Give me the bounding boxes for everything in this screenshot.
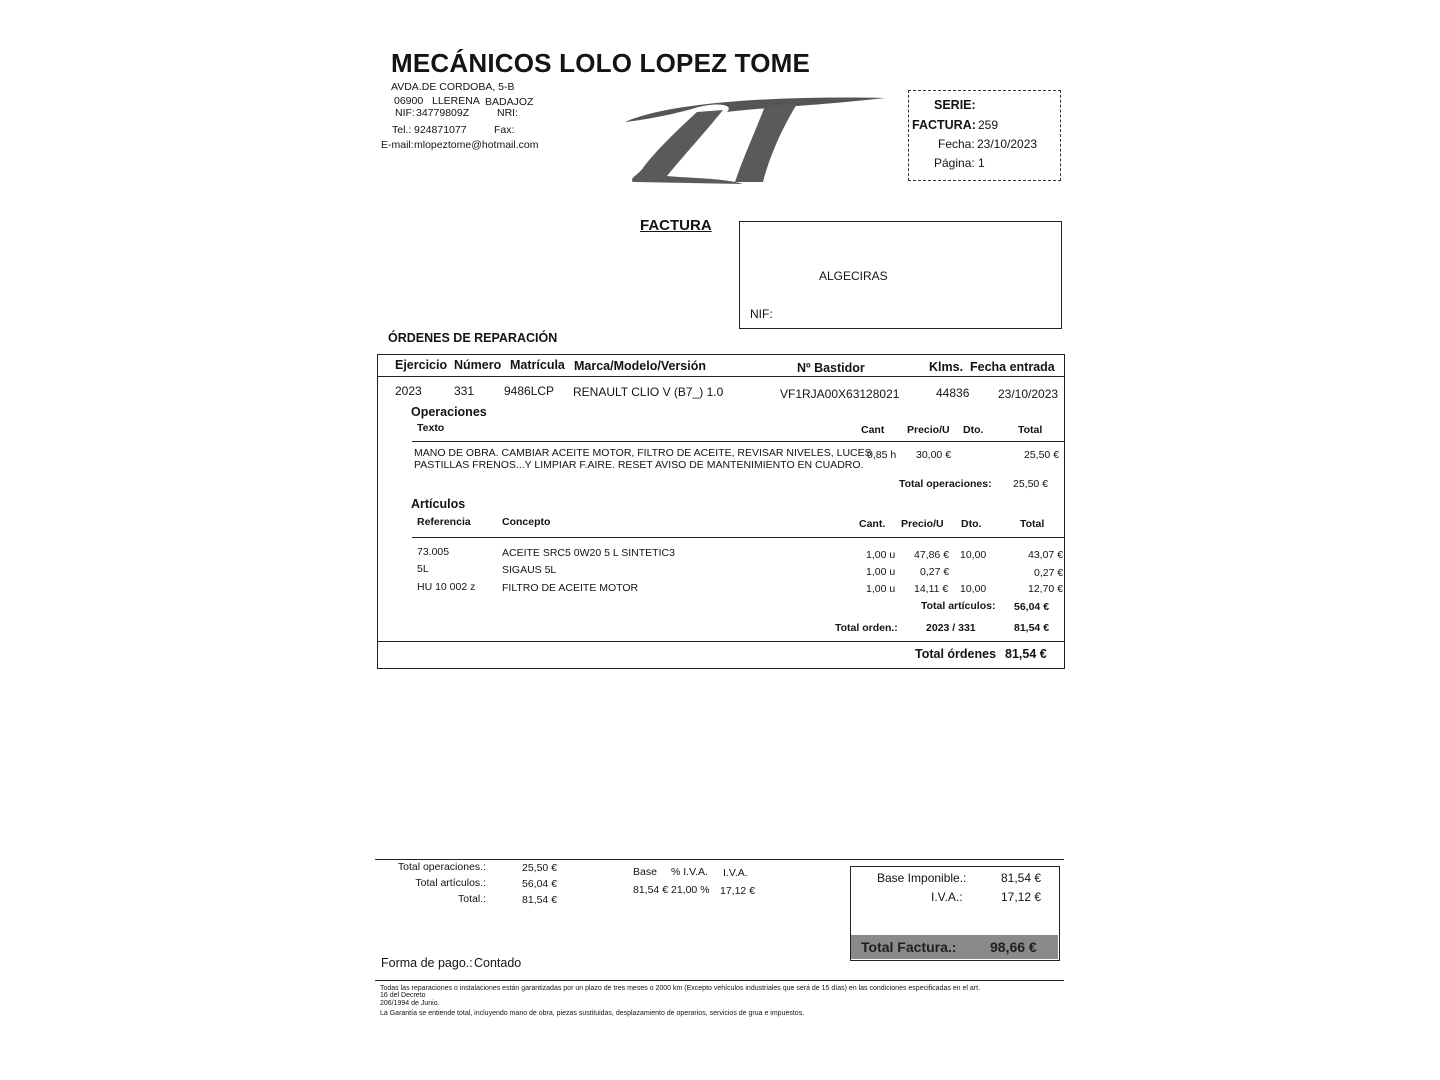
- order-fecha: 23/10/2023: [998, 387, 1059, 401]
- company-nif-label: NIF:: [395, 107, 415, 119]
- art-row-ref: 5L: [417, 563, 429, 575]
- op-total-label: Total operaciones:: [899, 478, 992, 490]
- iva-value: 17,12 €: [1001, 890, 1042, 904]
- op-col-texto: Texto: [417, 422, 445, 434]
- op-total-value: 25,50 €: [1013, 478, 1049, 490]
- client-nif-label: NIF:: [750, 307, 773, 321]
- client-box: [739, 221, 1062, 329]
- art-row-concepto: SIGAUS 5L: [502, 564, 557, 576]
- sum-base: 81,54 €: [633, 884, 669, 896]
- op-col-cant: Cant: [861, 424, 885, 436]
- company-city: LLERENA: [432, 95, 480, 107]
- art-row-cant: 1,00 u: [866, 549, 896, 561]
- sum-total-value: 81,54 €: [522, 894, 558, 906]
- art-row-precio: 14,11 €: [914, 583, 949, 595]
- total-factura-label: Total Factura.:: [861, 939, 957, 955]
- art-row-total: 43,07 €: [1028, 549, 1064, 561]
- company-logo: [615, 92, 890, 192]
- op-cant: 0,85 h: [867, 449, 897, 461]
- sum-base-header: Base: [633, 866, 657, 878]
- col-fecha-entrada: Fecha entrada: [970, 360, 1055, 374]
- op-col-dto: Dto.: [963, 424, 984, 436]
- art-total-value: 56,04 €: [1014, 601, 1050, 613]
- sum-total-label: Total.:: [457, 893, 486, 905]
- art-row-concepto: FILTRO DE ACEITE MOTOR: [502, 582, 639, 594]
- company-email: mlopeztome@hotmail.com: [414, 139, 539, 151]
- col-marca: Marca/Modelo/Versión: [574, 359, 706, 373]
- pagina-value: 1: [978, 156, 985, 170]
- order-matricula: 9486LCP: [504, 384, 555, 398]
- total-factura-value: 98,66 €: [990, 939, 1037, 955]
- order-numero: 331: [454, 384, 475, 398]
- iva-label: I.V.A.:: [931, 890, 963, 904]
- art-row-precio: 47,86 €: [914, 549, 950, 561]
- orders-footer-divider: [378, 641, 1064, 642]
- art-row-concepto: ACEITE SRC5 0W20 5 L SINTETIC3: [502, 547, 675, 559]
- art-row-total: 0,27 €: [1034, 567, 1064, 579]
- company-nif: 34779809Z: [416, 107, 470, 119]
- art-row-precio: 0,27 €: [920, 566, 950, 578]
- sum-art-value: 56,04 €: [522, 878, 558, 890]
- company-address: AVDA.DE CORDOBA, 5-B: [391, 81, 515, 93]
- art-col-concepto: Concepto: [502, 516, 551, 528]
- art-row-ref: 73.005: [417, 546, 450, 558]
- client-city: ALGECIRAS: [819, 269, 888, 283]
- sum-iva-header: I.V.A.: [723, 867, 748, 879]
- op-precio: 30,00 €: [916, 449, 952, 461]
- orders-title: ÓRDENES DE REPARACIÓN: [388, 331, 558, 345]
- art-row-dto: 10,00: [960, 549, 987, 561]
- footer-warranty-3: 206/1994 de Junio.: [380, 1000, 440, 1007]
- payment-label: Forma de pago.:: [381, 956, 473, 970]
- footer-warranty-4: La Garantía se entiende total, incluyendo mano de obra, piezas sustituidas, desplazamiento de operarios, servicios de grua e impuestos.: [380, 1010, 805, 1017]
- company-name: MECÁNICOS LOLO LOPEZ TOME: [391, 48, 811, 78]
- art-row-cant: 1,00 u: [866, 583, 896, 595]
- sum-iva-pct: 21,00 %: [671, 884, 710, 896]
- art-header-divider: [412, 537, 1064, 538]
- op-line2: PASTILLAS FRENOS...Y LIMPIAR F.AIRE. RESET AVISO DE MANTENIMIENTO EN CUADRO.: [414, 459, 864, 471]
- art-row-ref: HU 10 002 z: [417, 581, 476, 593]
- col-numero: Número: [454, 358, 502, 372]
- col-ejercicio: Ejercicio: [395, 358, 448, 372]
- base-imponible-label: Base Imponible.:: [877, 871, 967, 885]
- fecha-label: Fecha:: [938, 137, 975, 151]
- col-bastidor: Nº Bastidor: [797, 361, 865, 375]
- order-klms: 44836: [936, 386, 970, 400]
- sum-iva-pct-header: % I.V.A.: [671, 866, 708, 878]
- base-imponible-value: 81,54 €: [1001, 871, 1042, 885]
- total-ordenes-value: 81,54 €: [1005, 647, 1047, 661]
- company-fax-label: Fax:: [494, 124, 515, 136]
- pagina-label: Página:: [934, 156, 975, 170]
- art-col-dto: Dto.: [961, 518, 982, 530]
- order-marca: RENAULT CLIO V (B7_) 1.0: [573, 385, 724, 399]
- fecha-value: 23/10/2023: [977, 137, 1038, 151]
- company-tel-label: Tel.:: [392, 124, 412, 136]
- op-total: 25,50 €: [1024, 449, 1060, 461]
- art-col-precio: Precio/U: [901, 518, 944, 530]
- footer-warranty-1: Todas las reparaciones o instalaciones están garantizadas por un plazo de tres meses o 2000 km (Excepto vehículos industriales que será de 15 días) en las condiciones especificadas en el art.: [380, 985, 981, 992]
- art-row-dto: 10,00: [960, 583, 987, 595]
- summary-top-line: [375, 859, 1064, 860]
- articulos-title: Artículos: [411, 497, 466, 511]
- sum-art-label: Total artículos.:: [415, 877, 486, 889]
- art-col-total: Total: [1020, 518, 1045, 530]
- col-matricula: Matrícula: [510, 358, 565, 372]
- serie-label: SERIE:: [934, 98, 976, 112]
- payment-value: Contado: [474, 956, 522, 970]
- art-row-cant: 1,00 u: [866, 566, 896, 578]
- company-nri-label: NRI:: [497, 107, 518, 119]
- op-col-precio: Precio/U: [907, 424, 950, 436]
- company-province: BADAJOZ: [485, 96, 534, 108]
- footer-warranty-2: 16 del Decreto: [380, 992, 426, 999]
- total-orden-label: Total orden.:: [835, 622, 898, 634]
- company-tel: 924871077: [414, 124, 467, 136]
- operaciones-title: Operaciones: [411, 405, 487, 419]
- footer-line: [375, 980, 1064, 981]
- art-total-label: Total artículos:: [921, 600, 996, 612]
- art-row-total: 12,70 €: [1028, 583, 1064, 595]
- op-line1: MANO DE OBRA. CAMBIAR ACEITE MOTOR, FILTRO DE ACEITE, REVISAR NIVELES, LUCES: [414, 447, 872, 459]
- order-bastidor: VF1RJA00X63128021: [780, 387, 900, 401]
- company-postal: 06900: [394, 95, 424, 107]
- sum-iva: 17,12 €: [720, 885, 756, 897]
- orders-header-divider: [378, 376, 1064, 377]
- total-orden-value: 81,54 €: [1014, 622, 1050, 634]
- total-ordenes-label: Total órdenes: [915, 647, 997, 661]
- op-col-total: Total: [1018, 424, 1043, 436]
- factura-number: 259: [978, 118, 999, 132]
- col-klms: Klms.: [929, 360, 964, 374]
- total-orden-ref: 2023 / 331: [926, 622, 976, 634]
- company-email-label: E-mail:: [381, 139, 414, 151]
- factura-label: FACTURA:: [912, 118, 976, 132]
- sum-ops-value: 25,50 €: [522, 862, 558, 874]
- op-header-divider: [412, 441, 1064, 442]
- document-title: FACTURA: [640, 217, 712, 234]
- order-ejercicio: 2023: [395, 384, 422, 398]
- art-col-cant: Cant.: [859, 518, 886, 530]
- sum-ops-label: Total operaciones.:: [397, 861, 486, 873]
- art-col-ref: Referencia: [417, 516, 471, 528]
